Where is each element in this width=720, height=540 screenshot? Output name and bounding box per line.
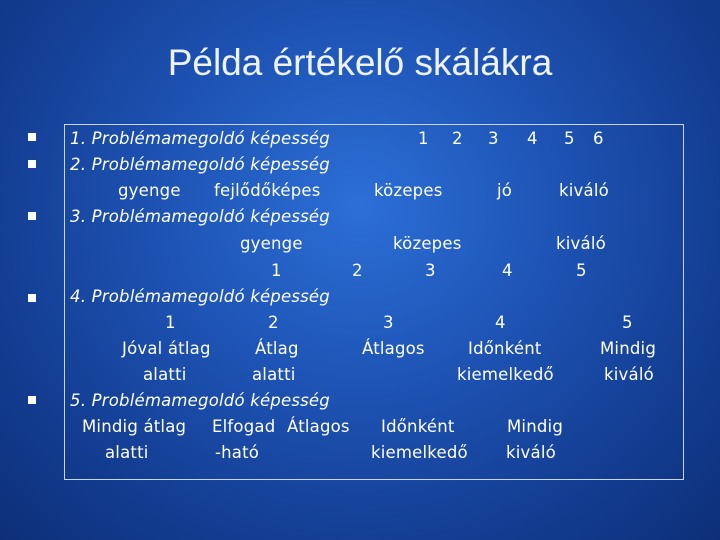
item-5-anchor-alatti: alatti xyxy=(105,443,149,462)
item-2-anchor-jo: jó xyxy=(497,181,513,200)
item-2-anchor-gyenge: gyenge xyxy=(118,181,181,200)
item-3-scale-2: 2 xyxy=(352,261,363,280)
item-5-anchor-mindig: Mindig xyxy=(507,417,564,436)
item-5-anchor-kivalo: kiváló xyxy=(506,443,556,462)
item-5-anchor-hato: -ható xyxy=(215,443,260,462)
bullet-marker xyxy=(28,133,36,141)
item-3-anchor-gyenge: gyenge xyxy=(240,234,303,253)
item-1-scale-4: 4 xyxy=(527,129,538,148)
item-4-anchor-jovalatlag: Jóval átlag xyxy=(122,339,211,358)
item-4-scale-5: 5 xyxy=(622,313,633,332)
bullet-marker xyxy=(28,160,36,168)
item-1-scale-1: 1 xyxy=(418,129,429,148)
item-4-scale-1: 1 xyxy=(165,313,176,332)
item-3-scale-1: 1 xyxy=(271,261,282,280)
item-1-scale-3: 3 xyxy=(488,129,499,148)
item-3-label: 3. Problémamegoldó képesség xyxy=(70,207,330,226)
item-4-anchor-atlag: Átlag xyxy=(255,339,299,358)
item-4-anchor-atlagos: Átlagos xyxy=(362,339,425,358)
item-4-scale-2: 2 xyxy=(268,313,279,332)
item-5-anchor-mindigatlag: Mindig átlag xyxy=(82,417,187,436)
item-4-label: 4. Problémamegoldó képesség xyxy=(70,287,330,306)
item-4-scale-3: 3 xyxy=(383,313,394,332)
item-1-label: 1. Problémamegoldó képesség xyxy=(70,129,330,148)
item-4-anchor-mindig: Mindig xyxy=(600,339,657,358)
bullet-marker xyxy=(28,294,36,302)
item-4-anchor-alatti-1: alatti xyxy=(143,365,187,384)
item-1-scale-2: 2 xyxy=(452,129,463,148)
item-5-anchor-atlagos: Átlagos xyxy=(287,417,350,436)
item-4-scale-4: 4 xyxy=(495,313,506,332)
item-1-scale-5: 5 xyxy=(564,129,575,148)
item-3-scale-5: 5 xyxy=(576,261,587,280)
item-3-scale-4: 4 xyxy=(502,261,513,280)
item-5-label: 5. Problémamegoldó képesség xyxy=(70,391,330,410)
item-4-anchor-kivalo: kiváló xyxy=(604,365,654,384)
item-2-anchor-kozepes: közepes xyxy=(374,181,443,200)
item-3-anchor-kozepes: közepes xyxy=(393,234,462,253)
item-2-anchor-kivalo: kiváló xyxy=(559,181,609,200)
item-2-label: 2. Problémamegoldó képesség xyxy=(70,155,330,174)
item-3-scale-3: 3 xyxy=(425,261,436,280)
item-5-anchor-idonkent: Időnként xyxy=(381,417,455,436)
item-4-anchor-alatti-2: alatti xyxy=(252,365,296,384)
item-4-anchor-kiemelkedo: kiemelkedő xyxy=(457,365,554,384)
item-1-scale-6: 6 xyxy=(593,129,604,148)
slide-title: Példa értékelő skálákra xyxy=(167,42,553,83)
item-4-anchor-idonkent: Időnként xyxy=(468,339,542,358)
item-5-anchor-elfogad: Elfogad xyxy=(212,417,276,436)
bullet-marker xyxy=(28,396,36,404)
bullet-marker xyxy=(28,212,36,220)
item-3-anchor-kivalo: kiváló xyxy=(556,234,606,253)
item-5-anchor-kiemelkedo: kiemelkedő xyxy=(371,443,468,462)
item-2-anchor-fejlodokepes: fejlődőképes xyxy=(214,181,321,200)
